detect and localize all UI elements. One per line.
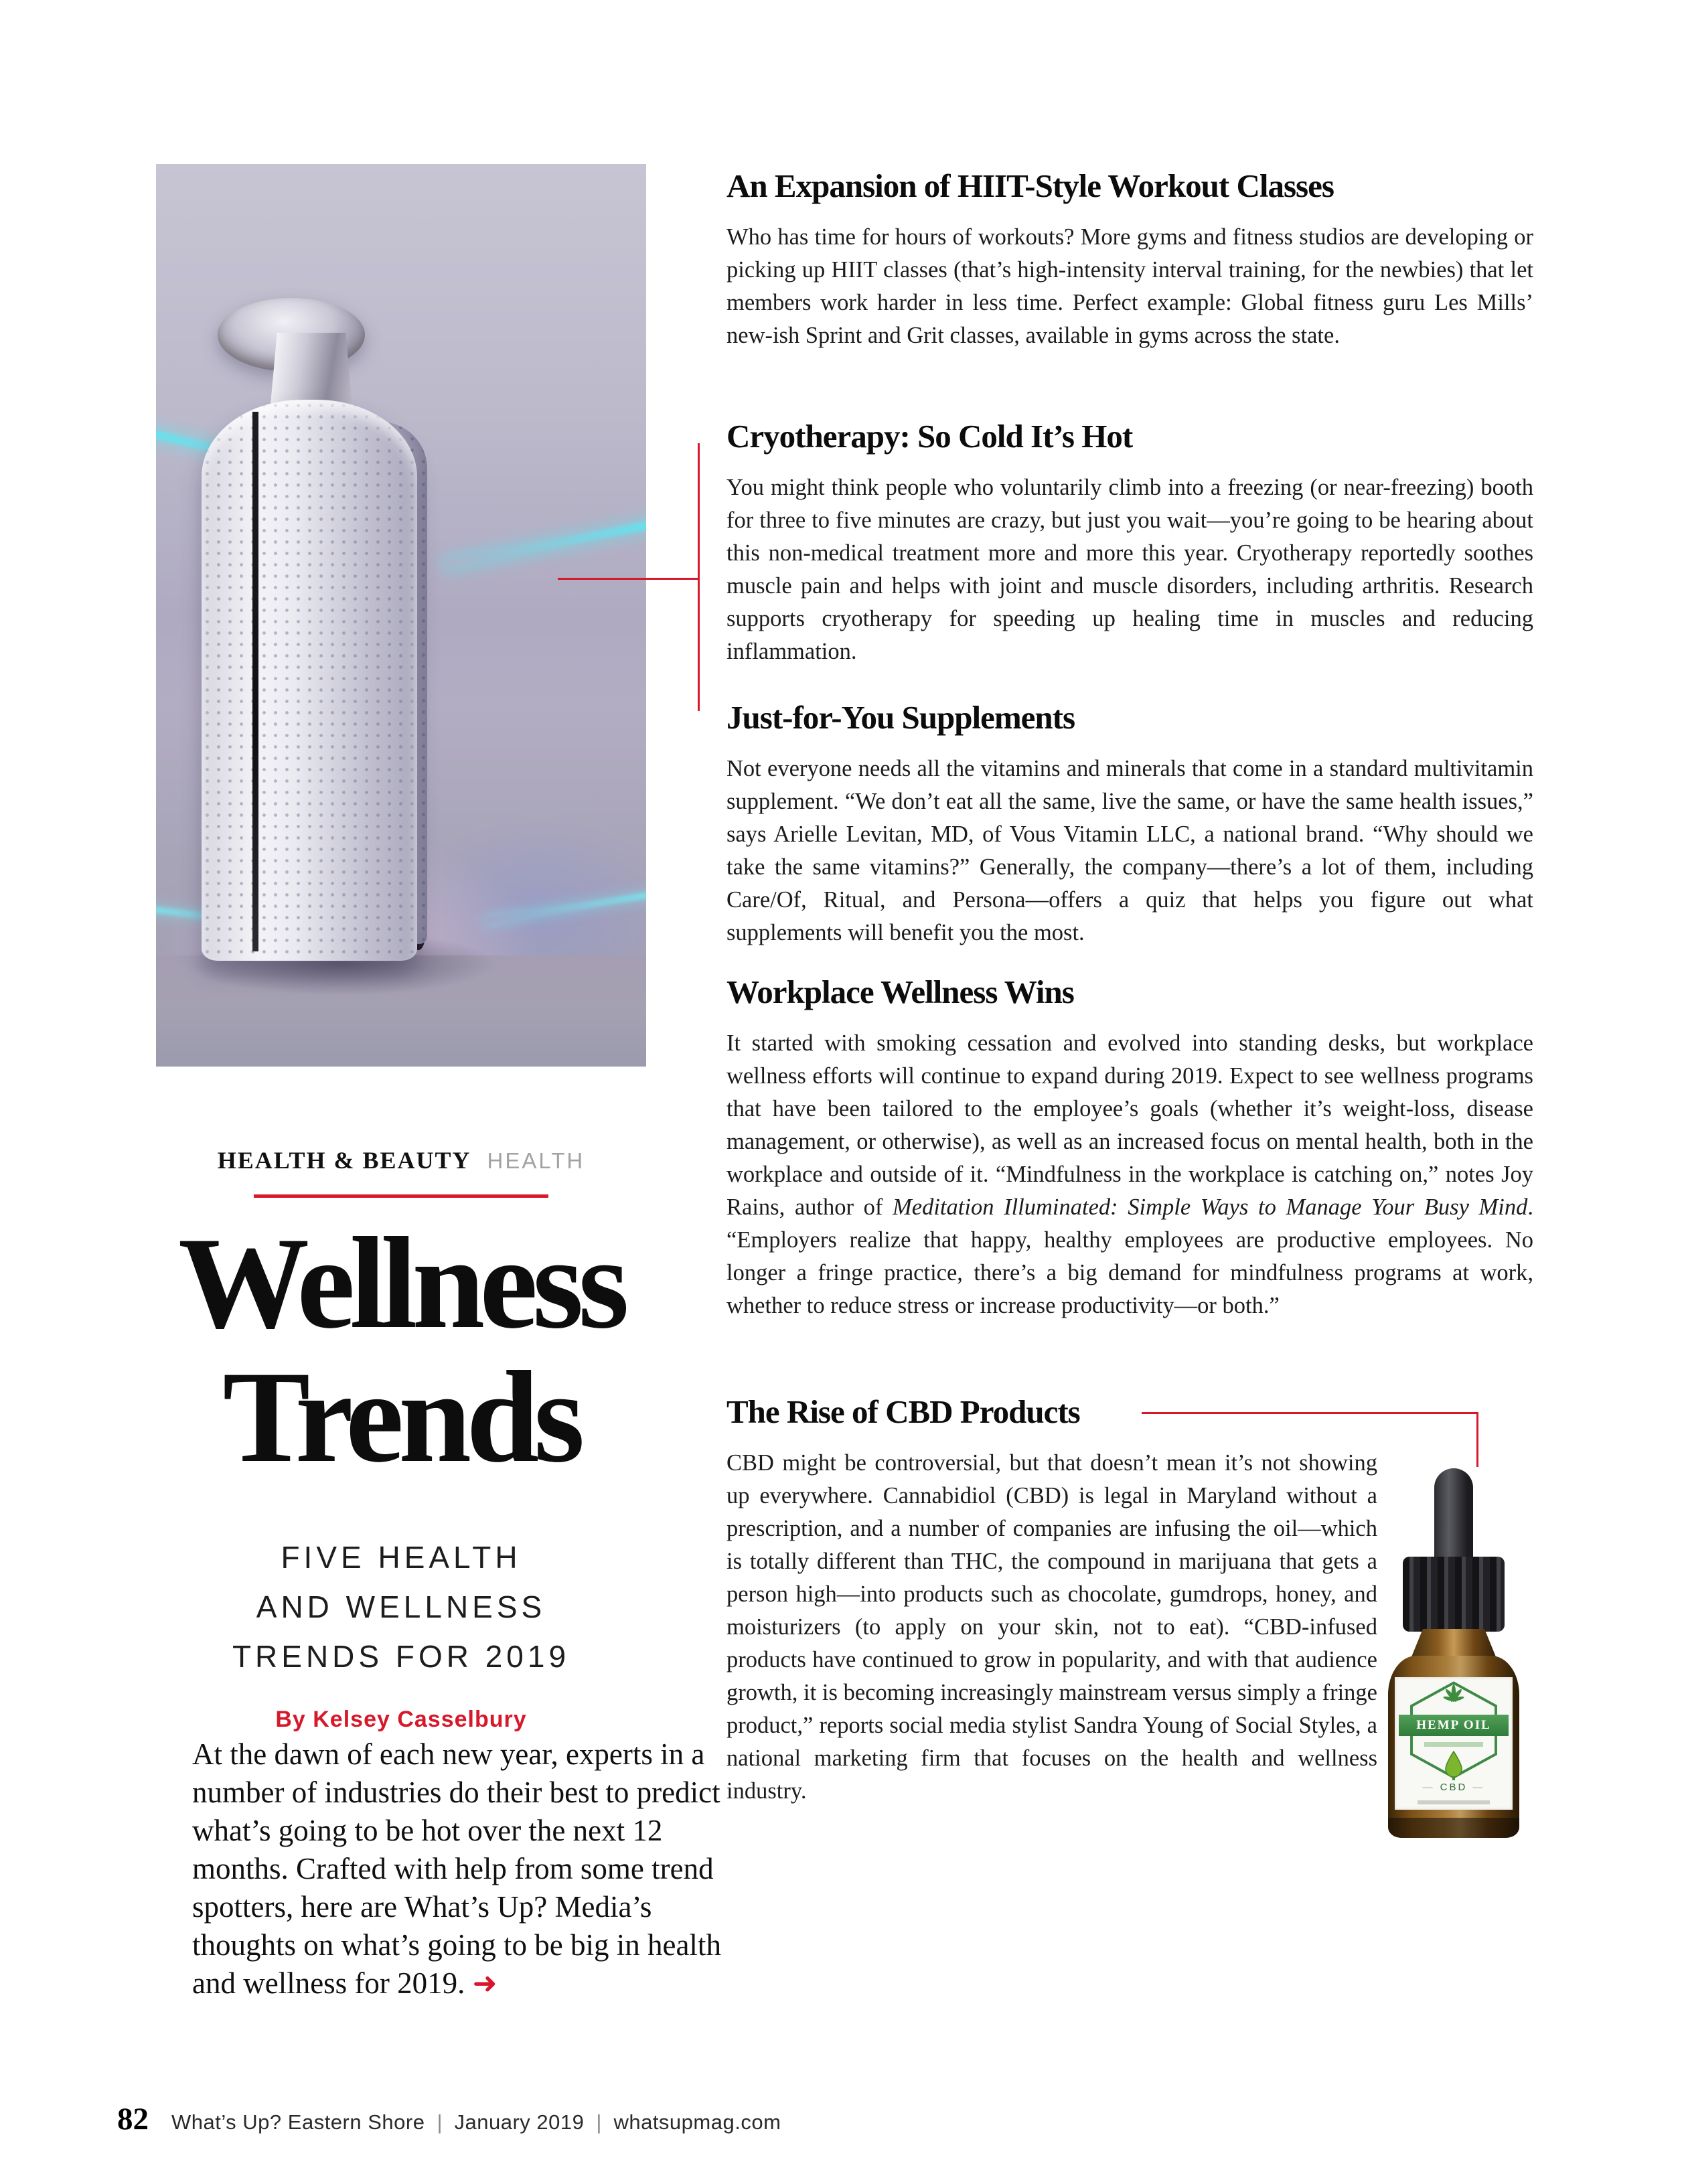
continue-arrow-icon: ➜ [472, 1966, 498, 2001]
section-body [727, 1027, 1533, 1322]
cryotherapy-chamber-photo [156, 164, 646, 1067]
label-volume-text [1418, 1800, 1490, 1804]
subtitle-line: AND WELLNESS [256, 1589, 546, 1624]
kicker-primary: HEALTH & BEAUTY [217, 1147, 471, 1174]
booth-door-seam [252, 412, 258, 951]
cbd-bottle-figure [1377, 1447, 1533, 1808]
section-heading: The Rise of CBD Products [727, 1393, 1080, 1430]
footer-issue: January 2019 [454, 2110, 585, 2134]
bottle-neck [1411, 1629, 1497, 1658]
intro-text: At the dawn of each new year, experts in a number of industries do their best to predict what’s going to be hot over the next 12 months. Crafted with help from some trend spotters, here are What’s Up? Media’s thoughts on what’s going to be big in health and wellness for 2019. [192, 1737, 721, 2000]
label-banner: HEMP OIL [1399, 1715, 1509, 1736]
section-cbd [727, 1395, 1533, 1808]
hemp-oil-bottle-image [1388, 1468, 1519, 1838]
hemp-leaf-icon [1438, 1683, 1470, 1715]
article-title [156, 1211, 646, 1490]
section-kicker [156, 1146, 646, 1174]
footer-website: whatsupmag.com [613, 2110, 781, 2134]
section-body: CBD might be controversial, but that doesn’t mean it’s not showing up everywhere. Cannabidiol (CBD) is legal in Maryland without a prescription, and a number of companies are infusing the oil—which is totally different than THC, the compound in marijuana that gets a person high—into products such as chocolate, gumdrops, honey, and moisturizers (to apply on your skin, not to eat). “CBD-infused products have continued to grow in popularity, and with that audience growth, it is becoming increasingly mainstream versus simply a fringe product,” reports social media stylist Sandra Young of Social Styles, a national marketing firm that focuses on the health and wellness industry. [727, 1450, 1377, 1804]
callout-line-horizontal [1142, 1412, 1478, 1414]
kicker-rule [254, 1194, 548, 1198]
page-footer [117, 2101, 781, 2137]
dropper-cap [1403, 1557, 1505, 1632]
cyan-light-beam [447, 518, 646, 569]
section-cryotherapy [727, 419, 1533, 668]
section-body: Not everyone needs all the vitamins and minerals that come in a standard multivitamin supplement. “We don’t eat all the same, live the same, or have the same health issues,” says Arielle Levitan, MD, of Vous Vitamin LLC, a national brand. “Why should we take the same vitamins?” Generally, the company—there’s a lot of them, including Care/Of, Ritual, and Persona—offers a quiz that helps you figure out what supplements will benefit you the most. [727, 756, 1533, 945]
callout-line-horizontal [558, 578, 699, 580]
footer-separator: | [437, 2110, 443, 2134]
byline: By Kelsey Casselbury [275, 1707, 527, 1732]
article-subtitle [156, 1533, 646, 1681]
label-cbd-text: — CBD — [1395, 1782, 1513, 1793]
section-heading: Workplace Wellness Wins [727, 973, 1074, 1010]
kicker-secondary: HEALTH [487, 1148, 585, 1173]
page-number: 82 [117, 2102, 149, 2136]
section-supplements [727, 700, 1533, 949]
bottle-label [1395, 1677, 1513, 1810]
cryotherapy-booth [202, 400, 417, 961]
article-body-column [727, 169, 1533, 1808]
subtitle-line: TRENDS FOR 2019 [232, 1639, 570, 1674]
article-header [156, 1146, 646, 1733]
title-line-2: Trends [222, 1344, 580, 1490]
body-text: It started with smoking cessation and evolved into standing desks, but workplace wellness efforts will continue to expand during 2019. Expect to see wellness programs that have been tailored to the employee’s goals (whether it’s weight-loss, disease management, or otherwise), as well as an increased focus on mental health, both in the workplace and outside of it. “Mindfulness in the workplace is catching on,” notes Joy Rains, author of [727, 1030, 1533, 1220]
body-text: . “Employers realize that happy, healthy employees are productive employees. No longer a fringe practice, there’s a big demand for mindfulness programs at work, whether to reduce stress or increase productivity—or both.” [727, 1194, 1533, 1318]
section-body: Who has time for hours of workouts? More gyms and fitness studios are developing or picking up HIIT classes (that’s high-intensity interval training, for the newbies) that let members work harder in less time. Perfect example: Global fitness guru Les Mills’ new-ish Sprint and Grit classes, available in gyms across the state. [727, 224, 1533, 348]
oil-drop-icon [1444, 1751, 1464, 1779]
section-workplace-wellness [727, 975, 1533, 1322]
label-small-text [1424, 1742, 1483, 1747]
title-line-1: Wellness [178, 1211, 624, 1356]
section-heading: Cryotherapy: So Cold It’s Hot [727, 418, 1133, 455]
subtitle-line: FIVE HEALTH [281, 1540, 522, 1575]
section-body: You might think people who voluntarily climb into a freezing (or near-freezing) booth for three to five minutes are crazy, but just you wait—you’re going to be hearing about this non-medical treatment more and more this year. Cryotherapy reportedly soothes muscle pain and helps with joint and muscle disorders, including arthritis. Research supports cryotherapy for speeding up healing time in muscles and reducing inflammation. [727, 475, 1533, 664]
footer-separator: | [596, 2110, 602, 2134]
callout-line-vertical [698, 443, 700, 711]
section-hiit [727, 169, 1533, 352]
cyan-light-beam [486, 890, 646, 925]
section-heading: An Expansion of HIIT-Style Workout Classes [727, 167, 1334, 204]
book-title-italic: Meditation Illuminated: Simple Ways to Manage Your Busy Mind [893, 1194, 1528, 1220]
section-heading: Just-for-You Supplements [727, 699, 1075, 736]
intro-paragraph [192, 1735, 732, 2003]
footer-magazine-name: What’s Up? Eastern Shore [171, 2110, 425, 2134]
